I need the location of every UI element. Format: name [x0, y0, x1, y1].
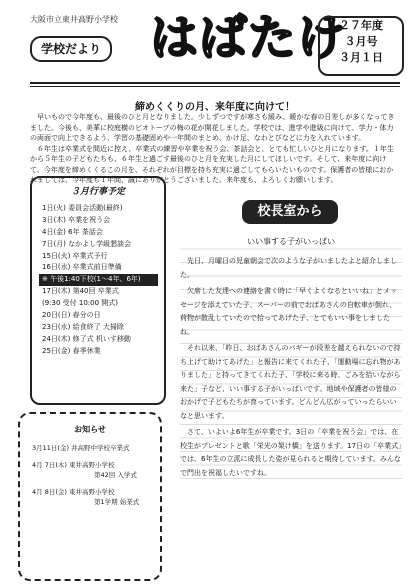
- intro-paragraph: ６年生は卒業式を間近に控え、卒業式の練習や卒業を祝う会、茶話会と、とても忙しいひと月になります。１年生から５年生の子どもたちも、６年生と過ごす最後のひと月を充実した月にしてほしいです。そして、来年度に向けて、今年度を締めくくるこの月を、それぞれが目標を持ち充実に過ごしてもらいたいものです。保護者の皆様におかれましては、今年度も１年間、誠にありがとうございました。来年度も、よろしくお願いします。: [30, 144, 394, 184]
- notice-line: 4月 7日(木) 東井高野小学校: [32, 460, 115, 469]
- notice-subline: 第42回 入学式: [94, 471, 137, 479]
- intro-text: [30, 112, 400, 186]
- schedule-item: 24日(木) 修了式 机いす移動: [42, 334, 131, 343]
- headline: 締めくくりの月、来年度に向けて！: [135, 102, 295, 113]
- march-schedule-box: [30, 176, 166, 405]
- schedule-item: 25日(金) 春季休業: [42, 346, 101, 355]
- article-paragraph: それ以来、「昨日、おばあさんのバギーが段差を越えられないので持ち上げて助けてあげた」と報告に来てくれた子、「運動場に忘れ物がありました」と持ってきてくれた子、「学校に来る時、ごみを拾いながら来た」子など、いい事する子がいっぱいです。地域や保護者の皆様のおかげで子どもたちが育っています。どんどん広がっていったらいいなと思います。: [180, 344, 401, 420]
- fiscal-year: ２７年度: [339, 19, 383, 32]
- schedule-item: 16日(水) 卒業式前日準備: [42, 263, 122, 272]
- article-paragraph: さて、いよいよ6年生が卒業です。3日の「卒業を祝う会」では、在校生がプレゼントと歌「栄光の架け橋」を送ります。17日の「卒業式」では、6年生の立派に成長した姿が見られると期待しています。みんなで門出を祝福したいですね。: [180, 428, 402, 477]
- schedule-item: 15日(火) 卒業式予行: [42, 251, 108, 260]
- issue-month: ３月号: [344, 35, 378, 48]
- newsletter-title: はばたけ: [150, 10, 347, 66]
- schedule-item: 17日(木) 第40回 卒業式: [42, 287, 119, 296]
- article-paragraph: 欠席した友達への連絡を書く時に「早くよくなるといいね」とメッセージを添えていた子、スーパーの前でおばあさんの自転車が倒れ、荷物が散乱していたので拾ってあげた子、とてもいい事をしましたね。: [180, 287, 397, 336]
- schedule-list: [32, 203, 164, 358]
- notice-item: [32, 443, 160, 454]
- schedule-heading: ３月行事予定: [70, 187, 125, 197]
- issue-date: ３月１日: [339, 51, 383, 64]
- notice-box: [18, 412, 162, 581]
- schedule-item: 1日(火) 委員会活動(最終): [42, 204, 123, 212]
- notice-item: [32, 487, 160, 508]
- newsletter-badge: 学校だより: [30, 36, 112, 62]
- intro-paragraph: 早いもので今年度も、最後のひと月となりました。少しずつですが寒さも緩み、暖かな春の日差しが多くなってきました。今後も、美華に校庭横のビオトープの梅の花が開花しました。学校では、進学や進級に向けて、学力・体力の両面で向上できるよう、学習の基礎固めや一年間のまとめ、かけ足、なわとびなどに力を入れています。: [30, 113, 395, 142]
- school-name: 大阪市立東井高野小学校: [30, 15, 118, 24]
- notice-item: [32, 460, 160, 481]
- notice-line: 4月 8日(金) 東井高野小学校: [32, 487, 115, 496]
- article-paragraph: 先日、月曜日の児童朝会で次のような子がいましたよと紹介しました。: [180, 257, 397, 279]
- principal-heading: 校長室から: [242, 200, 338, 224]
- principal-article: [180, 236, 402, 483]
- article-subtitle: いい事する子がいっぱい: [247, 237, 335, 246]
- schedule-item: 4日(金) 6年 茶話会: [42, 227, 103, 236]
- notice-subline: 第1学期 始業式: [94, 498, 140, 506]
- schedule-item: 3日(木) 卒業を祝う会: [42, 215, 111, 224]
- schedule-item: 7日(月) なかよし学級懇談会: [42, 239, 132, 248]
- header-rule-top: [30, 82, 400, 84]
- schedule-item: ※ 午後1:40下校(1～4年、6年): [39, 274, 158, 286]
- issue-date-box: [318, 16, 404, 76]
- notice-list: [20, 443, 160, 508]
- schedule-item: 20日(日) 春分の日: [42, 311, 101, 320]
- notice-line: 3月11日(金) 井高野中学校卒業式: [32, 444, 130, 452]
- schedule-item: (9:30 受付 10:00 開式): [42, 299, 119, 308]
- notice-heading: お知らせ: [74, 425, 106, 434]
- schedule-item: 23日(水) 給食終了 大掃除: [42, 322, 124, 331]
- header-rule-bottom: [30, 86, 400, 87]
